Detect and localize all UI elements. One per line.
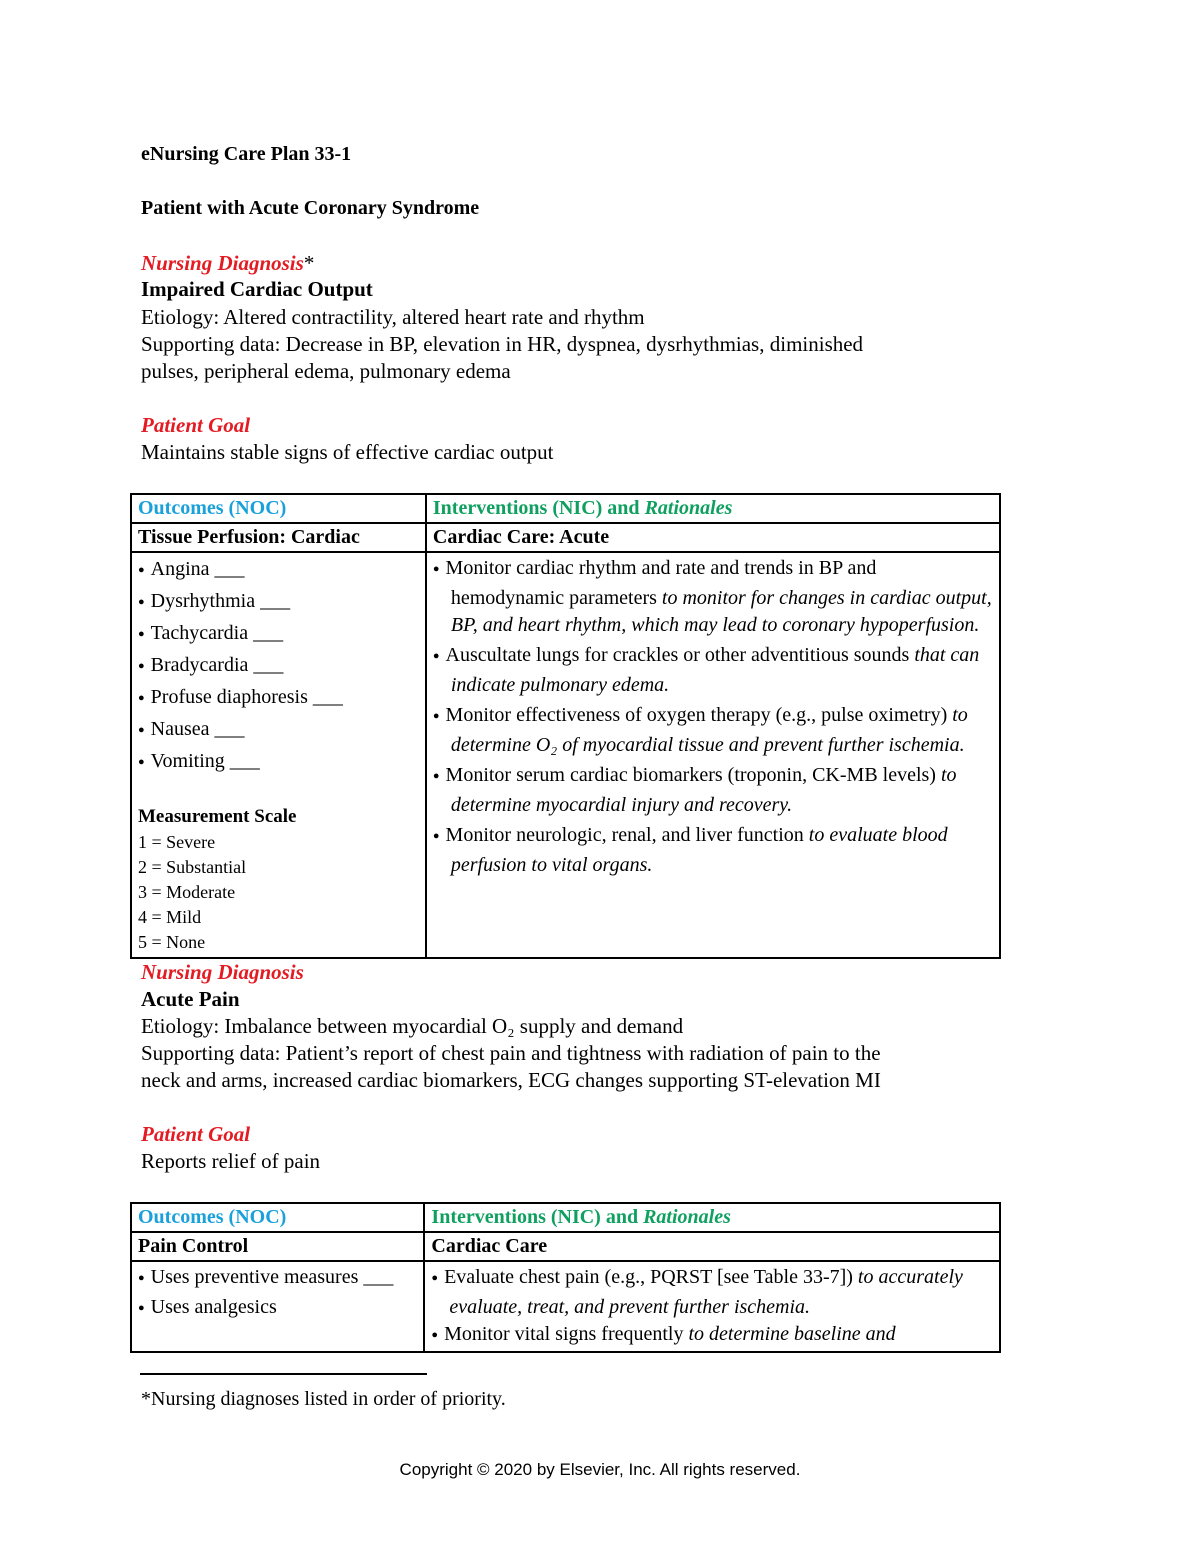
outcome-item: ● Tachycardia ___: [138, 619, 419, 651]
diagnosis-title-2: Acute Pain: [141, 987, 240, 1011]
nursing-diagnosis-heading-1: [141, 251, 314, 276]
intervention-item: ● Monitor vital signs frequently to determine baseline and: [431, 1321, 993, 1351]
outcome-title: Tissue Perfusion: Cardiac: [131, 523, 426, 552]
outcomes-cell: [131, 552, 426, 958]
outcome-item: ● Dysrhythmia ___: [138, 587, 419, 619]
patient-goal-2: Reports relief of pain: [141, 1149, 321, 1173]
scale-item: 3 = Moderate: [138, 882, 236, 902]
outcomes-cell: [131, 1261, 424, 1352]
outcome-item: ● Vomiting ___: [138, 747, 419, 779]
measurement-scale: [138, 830, 419, 955]
outcomes-header: Outcomes (NOC): [131, 1203, 424, 1232]
supporting-data-1b: pulses, peripheral edema, pulmonary edema: [141, 359, 511, 383]
footnote: *Nursing diagnoses listed in order of priority.: [141, 1388, 506, 1410]
priority-mark: *: [303, 251, 315, 275]
care-plan-table-1: [130, 493, 1001, 959]
document-title: eNursing Care Plan 33-1: [141, 143, 352, 165]
scale-item: 1 = Severe: [138, 832, 216, 852]
intervention-item: ● Monitor effectiveness of oxygen therapy (e.g., pulse oximetry) to determine O₂ of myocardial tissue and prevent further ischemia.: [433, 702, 993, 759]
interventions-header: Interventions (NIC) and Rationales: [426, 494, 1000, 523]
footnote-rule: [140, 1373, 427, 1375]
scale-item: 5 = None: [138, 932, 206, 952]
outcome-title: Pain Control: [131, 1232, 424, 1261]
nursing-diagnosis-label-2: Nursing Diagnosis: [141, 960, 304, 984]
patient-goal-label-1: Patient Goal: [141, 413, 251, 437]
outcome-item: ● Angina ___: [138, 555, 419, 587]
interventions-cell: [426, 552, 1000, 958]
intervention-item: ● Monitor cardiac rhythm and rate and trends in BP and hemodynamic parameters to monitor for changes in cardiac output, BP, and heart rhythm, which may lead to coronary hypoperfusion.: [433, 555, 993, 639]
patient-goal-1: Maintains stable signs of effective cardiac output: [141, 440, 554, 464]
nursing-diagnosis-label: Nursing Diagnosis: [141, 251, 304, 275]
scale-item: 2 = Substantial: [138, 857, 247, 877]
etiology-2: Etiology: Imbalance between myocardial O₂ supply and demand: [141, 1014, 684, 1038]
outcome-item: ● Nausea ___: [138, 715, 419, 747]
intervention-item: ● Monitor neurologic, renal, and liver function to evaluate blood perfusion to vital organs.: [433, 822, 993, 879]
etiology-1: Etiology: Altered contractility, altered heart rate and rhythm: [141, 305, 645, 329]
intervention-item: ● Evaluate chest pain (e.g., PQRST [see Table 33-7]) to accurately evaluate, treat, and prevent further ischemia.: [431, 1264, 993, 1321]
patient-goal-label-2: Patient Goal: [141, 1122, 251, 1146]
supporting-data-2a: Supporting data: Patient’s report of chest pain and tightness with radiation of pain to the: [141, 1041, 881, 1065]
document-subtitle: Patient with Acute Coronary Syndrome: [141, 197, 480, 219]
outcome-item: ● Uses analgesics: [138, 1294, 417, 1324]
outcome-item: ● Profuse diaphoresis ___: [138, 683, 419, 715]
outcome-item: ● Bradycardia ___: [138, 651, 419, 683]
interventions-cell: [424, 1261, 1000, 1352]
supporting-data-1a: Supporting data: Decrease in BP, elevation in HR, dyspnea, dysrhythmias, diminished: [141, 332, 864, 356]
outcome-item: ● Uses preventive measures ___: [138, 1264, 417, 1294]
care-plan-table-2: [130, 1202, 1001, 1353]
interventions-header: Interventions (NIC) and Rationales: [424, 1203, 1000, 1232]
diagnosis-title-1: Impaired Cardiac Output: [141, 277, 373, 301]
copyright-footer: Copyright © 2020 by Elsevier, Inc. All rights reserved.: [399, 1460, 801, 1479]
intervention-title: Cardiac Care: Acute: [426, 523, 1000, 552]
intervention-title: Cardiac Care: [424, 1232, 1000, 1261]
intervention-item: ● Auscultate lungs for crackles or other adventitious sounds that can indicate pulmonary edema.: [433, 642, 993, 699]
measurement-scale-title: Measurement Scale: [138, 806, 297, 827]
scale-item: 4 = Mild: [138, 907, 202, 927]
intervention-item: ● Monitor serum cardiac biomarkers (troponin, CK-MB levels) to determine myocardial injury and recovery.: [433, 762, 993, 819]
supporting-data-2b: neck and arms, increased cardiac biomarkers, ECG changes supporting ST-elevation MI: [141, 1068, 881, 1092]
outcomes-header: Outcomes (NOC): [131, 494, 426, 523]
